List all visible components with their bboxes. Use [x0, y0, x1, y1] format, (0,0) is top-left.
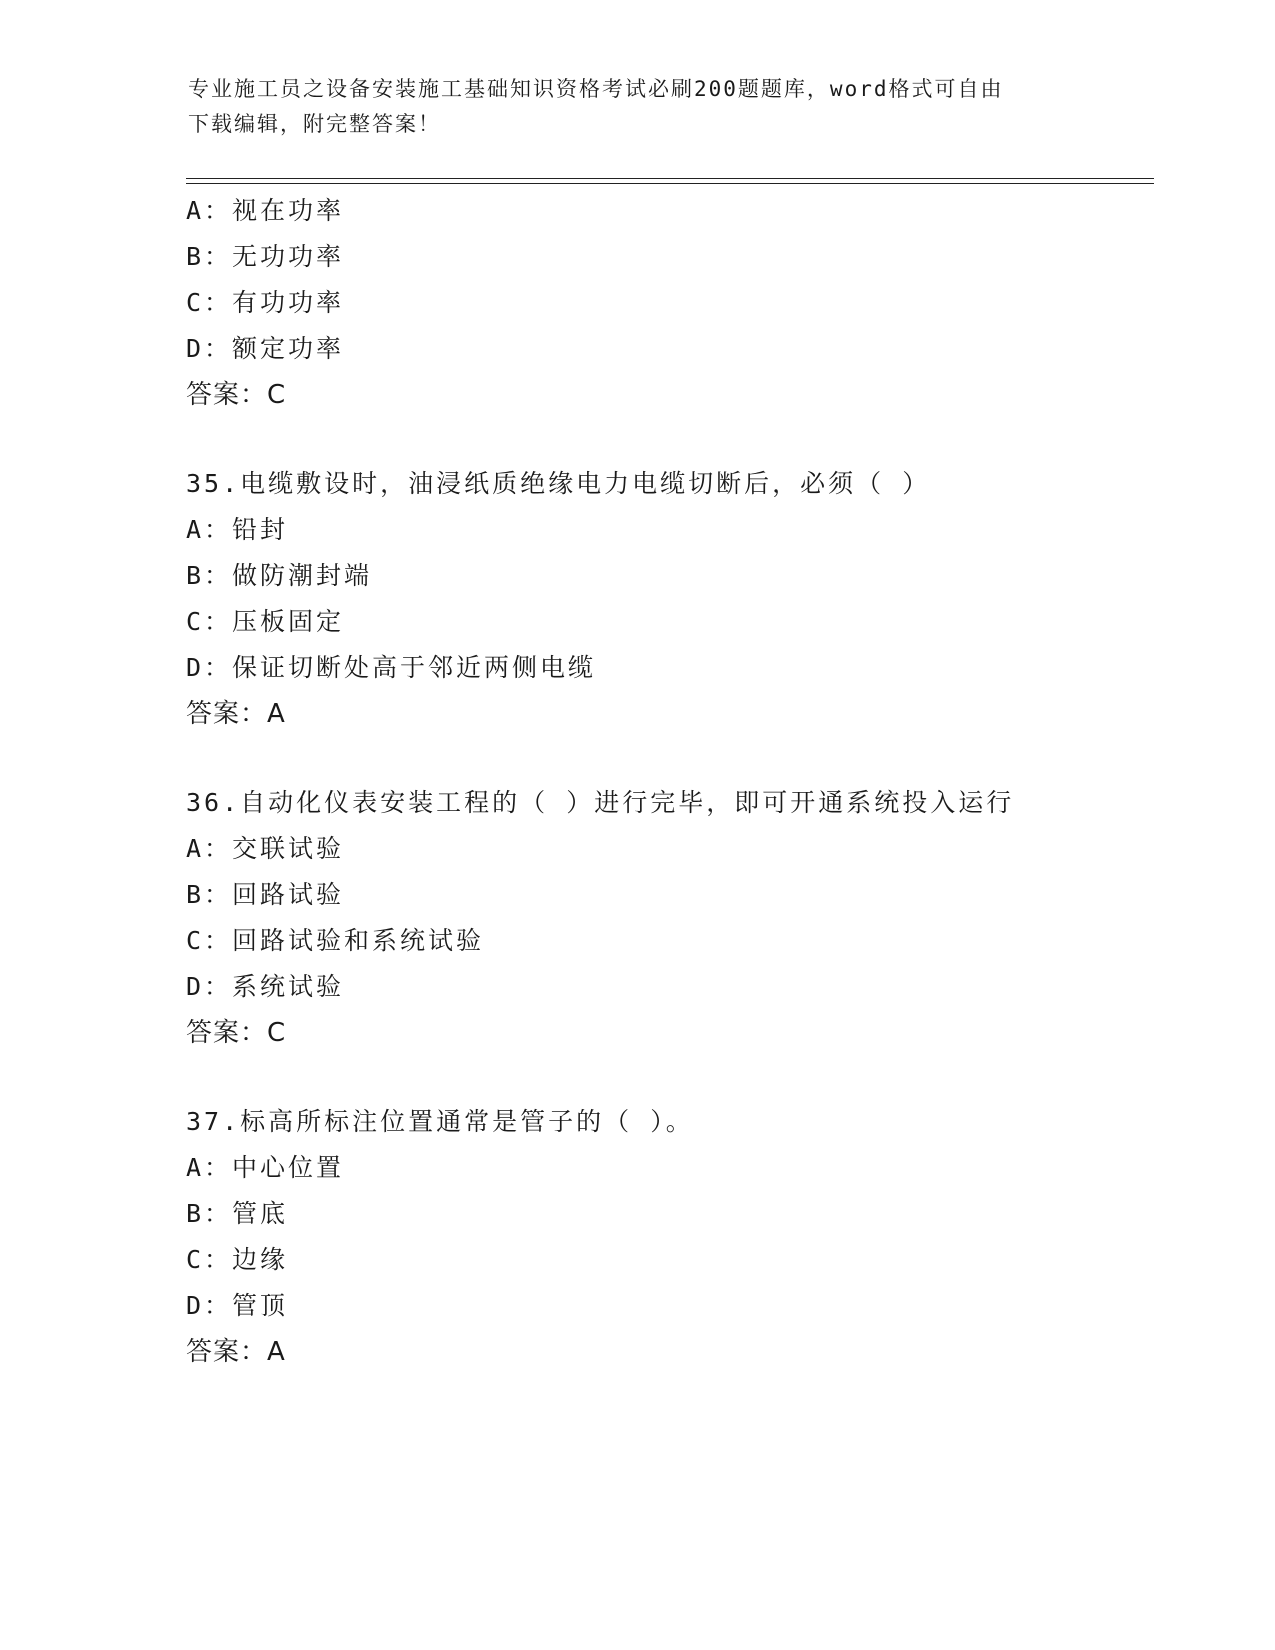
option-c: C：压板固定	[186, 607, 345, 636]
question-list	[186, 188, 1166, 1375]
option-a: A：视在功率	[186, 196, 345, 225]
question-35	[186, 461, 1166, 737]
header-line-2: 下载编辑，附完整答案！	[188, 112, 441, 136]
answer-line: 答案：A	[186, 699, 286, 729]
option-b: B：做防潮封端	[186, 561, 373, 590]
option-a: A：铅封	[186, 515, 289, 544]
option-b: B：管底	[186, 1199, 289, 1228]
question-34-continued	[186, 188, 1166, 418]
option-a: A：交联试验	[186, 834, 345, 863]
option-d: D：管顶	[186, 1291, 289, 1320]
question-title: 35.电缆敷设时，油浸纸质绝缘电力电缆切断后，必须（ ）	[186, 469, 931, 498]
answer-line: 答案：A	[186, 1337, 286, 1367]
option-c: C：回路试验和系统试验	[186, 926, 485, 955]
question-37	[186, 1099, 1166, 1375]
answer-line: 答案：C	[186, 380, 287, 410]
option-c: C：边缘	[186, 1245, 289, 1274]
option-b: B：回路试验	[186, 880, 345, 909]
header-line-1: 专业施工员之设备安装施工基础知识资格考试必刷200题题库，word格式可自由	[188, 77, 1004, 101]
option-c: C：有功功率	[186, 288, 345, 317]
question-title: 37.标高所标注位置通常是管子的（ ）。	[186, 1107, 694, 1136]
header-divider-bottom	[186, 183, 1154, 184]
option-d: D：额定功率	[186, 334, 345, 363]
header-divider-top	[186, 178, 1154, 179]
option-d: D：保证切断处高于邻近两侧电缆	[186, 653, 597, 682]
question-title: 36.自动化仪表安装工程的（ ）进行完毕，即可开通系统投入运行	[186, 788, 1015, 817]
question-36	[186, 780, 1166, 1056]
option-d: D：系统试验	[186, 972, 345, 1001]
document-header	[188, 72, 1088, 142]
answer-line: 答案：C	[186, 1018, 287, 1048]
option-b: B：无功功率	[186, 242, 345, 271]
option-a: A：中心位置	[186, 1153, 345, 1182]
